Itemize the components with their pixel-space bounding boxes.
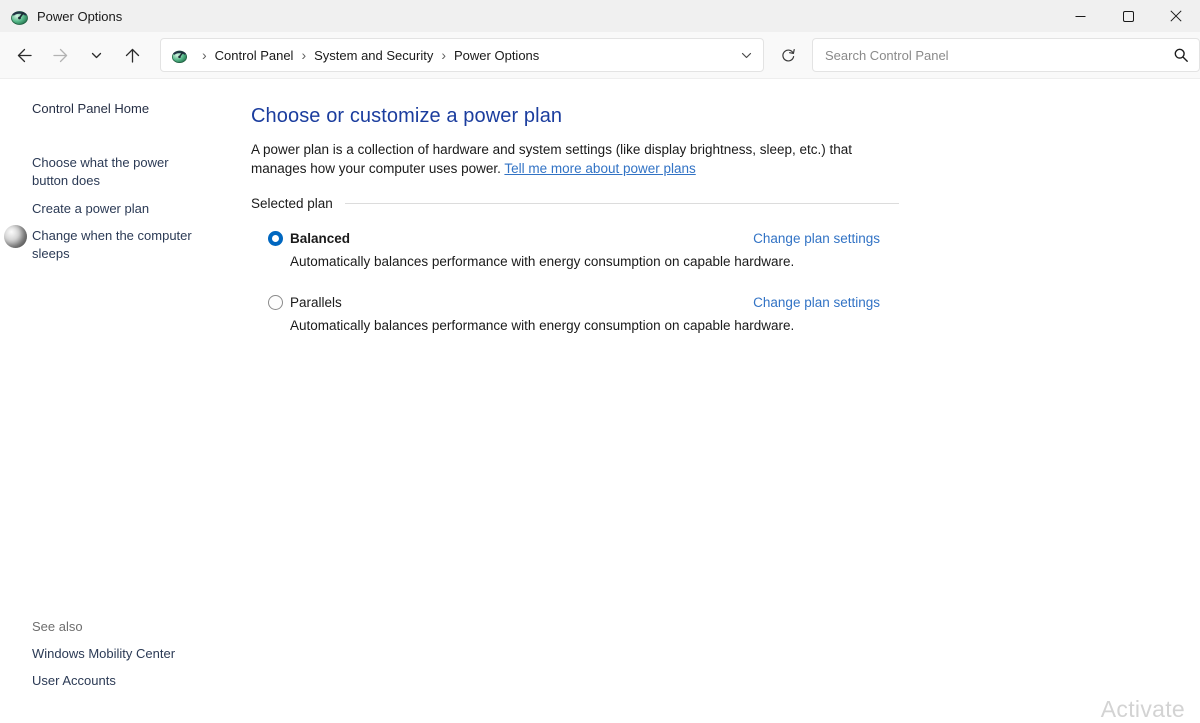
address-dropdown-button[interactable] (740, 49, 753, 62)
navigation-toolbar (0, 32, 1200, 79)
titlebar (0, 0, 1200, 32)
page-title: Choose or customize a power plan (251, 105, 563, 127)
selected-plan-section-header (251, 196, 899, 211)
close-button[interactable] (1152, 0, 1200, 32)
maximize-icon (1123, 11, 1134, 22)
change-plan-settings-link-balanced[interactable]: Change plan settings (753, 231, 880, 246)
refresh-button[interactable] (768, 38, 808, 72)
search-input[interactable] (825, 48, 1173, 63)
address-chevron-icon (740, 49, 753, 62)
plan-row-balanced (251, 231, 899, 271)
recent-pages-button[interactable] (78, 37, 114, 73)
search-box[interactable] (812, 38, 1200, 72)
shield-sphere-icon (4, 225, 27, 248)
breadcrumb-separator: › (441, 47, 447, 63)
minimize-icon (1075, 11, 1086, 22)
sidebar-item-windows-mobility-center[interactable]: Windows Mobility Center (32, 646, 176, 661)
breadcrumb-separator: › (202, 47, 207, 63)
sidebar-item-change-computer-sleeps[interactable] (32, 227, 208, 263)
sidebar-item-choose-power-button[interactable]: Choose what the power button does (32, 155, 169, 188)
sidebar-item-user-accounts[interactable]: User Accounts (32, 673, 116, 688)
refresh-icon (780, 47, 796, 63)
plan-row-parallels (251, 295, 899, 335)
back-arrow-icon (16, 47, 33, 64)
tell-me-more-link[interactable]: Tell me more about power plans (504, 161, 696, 176)
sidebar-task-list (0, 154, 250, 263)
forward-button[interactable] (42, 37, 78, 73)
window-controls (1056, 0, 1200, 32)
maximize-button[interactable] (1104, 0, 1152, 32)
change-plan-settings-link-parallels[interactable]: Change plan settings (753, 295, 880, 310)
sidebar-item-control-panel-home[interactable]: Control Panel Home (32, 101, 150, 116)
see-also-section (32, 619, 175, 700)
forward-arrow-icon (52, 47, 69, 64)
activate-watermark: Activate (1100, 696, 1185, 722)
breadcrumb-power-options[interactable]: Power Options (454, 47, 540, 63)
power-gauge-icon (10, 7, 29, 26)
breadcrumb-system-and-security[interactable]: System and Security (314, 47, 434, 63)
plan-description: Automatically balances performance with energy consumption on capable hardware. (290, 254, 795, 269)
intro-text: A power plan is a collection of hardware and system settings (like display brightness, sleep, etc.) that manages how your computer uses power. (251, 142, 853, 176)
radio-balanced[interactable] (268, 231, 283, 246)
see-also-title: See also (32, 619, 83, 634)
sidebar-item-label: Change when the computer sleeps (32, 228, 192, 261)
search-icon[interactable] (1173, 47, 1189, 63)
power-gauge-icon (171, 47, 188, 64)
breadcrumb-control-panel[interactable]: Control Panel (214, 47, 294, 63)
minimize-button[interactable] (1056, 0, 1104, 32)
back-button[interactable] (6, 37, 42, 73)
up-button[interactable] (114, 37, 150, 73)
close-icon (1170, 10, 1182, 22)
plan-description: Automatically balances performance with energy consumption on capable hardware. (290, 318, 795, 333)
selected-plan-label: Selected plan (251, 196, 333, 211)
plan-name[interactable]: Balanced (290, 231, 351, 246)
intro-paragraph (251, 140, 869, 178)
sidebar-item-create-power-plan[interactable]: Create a power plan (32, 201, 150, 216)
plan-name[interactable]: Parallels (290, 295, 342, 310)
sidebar (0, 80, 250, 714)
main-content (251, 80, 1200, 714)
breadcrumb-separator: › (301, 47, 307, 63)
window-title: Power Options (37, 8, 123, 24)
radio-parallels[interactable] (268, 295, 283, 310)
section-divider (345, 203, 899, 204)
up-arrow-icon (124, 47, 141, 64)
history-chevron-icon (90, 49, 103, 62)
address-bar[interactable] (160, 38, 764, 72)
